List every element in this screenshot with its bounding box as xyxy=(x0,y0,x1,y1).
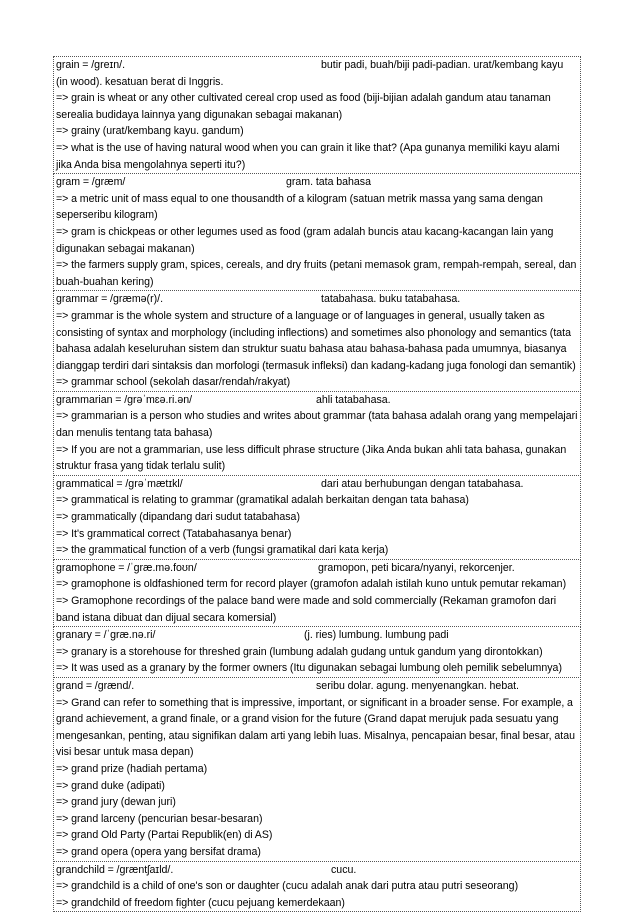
entry-example-line: => grand Old Party (Partai Republik(en) di AS) xyxy=(56,827,578,844)
entry-example-line: => grand larceny (pencurian besar-besaran) xyxy=(56,811,578,828)
entry-meaning: tatabahasa. buku tatabahasa. xyxy=(321,291,578,308)
dictionary-entry xyxy=(53,391,581,476)
entry-term: grand = /grænd/. xyxy=(56,678,316,695)
entry-headword-line xyxy=(56,678,578,695)
dictionary-entry xyxy=(53,677,581,862)
dictionary-entry xyxy=(53,290,581,392)
entry-headword-line xyxy=(56,174,578,191)
entry-meaning: gramopon, peti bicara/nyanyi, rekorcenjer. xyxy=(318,560,578,577)
entry-example-line: => grammatical is relating to grammar (gramatikal adalah berkaitan dengan tata bahasa) xyxy=(56,492,578,509)
entry-headword-line xyxy=(56,627,578,644)
entry-meaning: dari atau berhubungan dengan tatabahasa. xyxy=(321,476,578,493)
entry-term: grammarian = /grəˈmɛə.ri.ən/ xyxy=(56,392,316,409)
entry-example-line: => It was used as a granary by the former owners (Itu digunakan sebagai lumbung oleh pemilik sebelumnya) xyxy=(56,660,578,677)
entry-example-line: => what is the use of having natural wood when you can grain it like that? (Apa gunanya memiliki kayu alami jika Anda bisa mengolahnya seperti itu?) xyxy=(56,140,578,173)
entry-term: grain = /greɪn/. xyxy=(56,57,321,74)
entry-example-line: => grain is wheat or any other cultivated cereal crop used as food (biji-bijian adalah gandum atau tanaman serealia budidaya lainnya yang digunakan sebagai makanan) xyxy=(56,90,578,123)
entry-meaning: cucu. xyxy=(331,862,578,879)
entry-meaning: seribu dolar. agung. menyenangkan. hebat. xyxy=(316,678,578,695)
dictionary-entry xyxy=(53,56,581,174)
entry-term: grandchild = /græntʃaɪld/. xyxy=(56,862,331,879)
entry-term: gram = /græm/ xyxy=(56,174,286,191)
entry-example-line: => granary is a storehouse for threshed grain (lumbung adalah gudang untuk gandum yang dirontokkan) xyxy=(56,644,578,661)
dictionary-entry xyxy=(53,626,581,678)
entry-example-line: => grand opera (opera yang bersifat drama) xyxy=(56,844,578,861)
dictionary-page xyxy=(53,57,581,912)
entry-term: grammar = /græmə(r)/. xyxy=(56,291,321,308)
entry-example-line: => grand duke (adipati) xyxy=(56,778,578,795)
entry-example-line: => Gramophone recordings of the palace band were made and sold commercially (Rekaman gramofon dari band istana dibuat dan dijual secara komersial) xyxy=(56,593,578,626)
entry-example-line: => grand jury (dewan juri) xyxy=(56,794,578,811)
entry-headword-line xyxy=(56,392,578,409)
entry-example-line: => grandchild is a child of one's son or daughter (cucu adalah anak dari putra atau putri seseorang) xyxy=(56,878,578,895)
dictionary-entry xyxy=(53,475,581,560)
entry-headword-line xyxy=(56,560,578,577)
entry-headword-line xyxy=(56,476,578,493)
entry-headword-line xyxy=(56,291,578,308)
entry-meaning: (j. ries) lumbung. lumbung padi xyxy=(304,627,578,644)
entry-headword-line xyxy=(56,57,578,74)
entry-term: granary = /ˈgræ.nə.ri/ xyxy=(56,627,304,644)
entry-term: gramophone = /ˈgræ.mə.foʊn/ xyxy=(56,560,318,577)
entry-example-line: => It's grammatical correct (Tatabahasanya benar) xyxy=(56,526,578,543)
entry-example-line: => grainy (urat/kembang kayu. gandum) xyxy=(56,123,578,140)
entry-headword-line xyxy=(56,862,578,879)
entry-example-line: => grammar is the whole system and structure of a language or of languages in general, usually taken as consisting of syntax and morphology (including inflections) and sometimes also phonology and semantics (tata bahasa adalah keseluruhan sistem dan struktur suatu bahasa atau bahasa-bahasa pada umumnya, biasanya dianggap terdiri dari sintaksis dan morfologi (termasuk infleksi) dan kadang-kadang juga fonologi dan semantik) xyxy=(56,308,578,374)
entry-meaning: butir padi, buah/biji padi-padian. urat/kembang kayu xyxy=(321,57,578,74)
entry-example-line: => If you are not a grammarian, use less difficult phrase structure (Jika Anda bukan ahli tata bahasa, gunakan struktur frasa yang tidak terlalu sulit) xyxy=(56,442,578,475)
entry-example-line: => grand prize (hadiah pertama) xyxy=(56,761,578,778)
entry-example-line: => the farmers supply gram, spices, cereals, and dry fruits (petani memasok gram, rempah-rempah, sereal, dan buah-buahan kering) xyxy=(56,257,578,290)
entry-example-line: => a metric unit of mass equal to one thousandth of a kilogram (satuan metrik massa yang sama dengan seperseribu kilogram) xyxy=(56,191,578,224)
dictionary-entry xyxy=(53,559,581,627)
entry-term: grammatical = /grəˈmætɪkl/ xyxy=(56,476,321,493)
entry-example-line: => grammar school (sekolah dasar/rendah/rakyat) xyxy=(56,374,578,391)
entry-example-line: => grammatically (dipandang dari sudut tatabahasa) xyxy=(56,509,578,526)
entry-meaning: ahli tatabahasa. xyxy=(316,392,578,409)
entry-example-line: => Grand can refer to something that is impressive, important, or significant in a broader sense. For example, a grand achievement, a grand finale, or a grand vision for the future (Grand dapat merujuk pada sesuatu yang mengesankan, penting, atau signifikan dalam arti yang lebih luas. Misalnya, pencapaian besar, final besar, atau visi besar untuk masa depan) xyxy=(56,695,578,761)
dictionary-entry xyxy=(53,173,581,291)
entry-example-line: (in wood). kesatuan berat di Inggris. xyxy=(56,74,578,91)
entry-example-line: => grandchild of freedom fighter (cucu pejuang kemerdekaan) xyxy=(56,895,578,912)
entry-example-line: => gramophone is oldfashioned term for record player (gramofon adalah istilah kuno untuk pemutar rekaman) xyxy=(56,576,578,593)
entry-example-line: => grammarian is a person who studies and writes about grammar (tata bahasa adalah orang yang mempelajari dan menulis tentang tata bahasa) xyxy=(56,408,578,441)
dictionary-entry xyxy=(53,861,581,912)
entry-example-line: => gram is chickpeas or other legumes used as food (gram adalah buncis atau kacang-kacangan lain yang digunakan sebagai makanan) xyxy=(56,224,578,257)
entry-meaning: gram. tata bahasa xyxy=(286,174,578,191)
entry-example-line: => the grammatical function of a verb (fungsi gramatikal dari kata kerja) xyxy=(56,542,578,559)
